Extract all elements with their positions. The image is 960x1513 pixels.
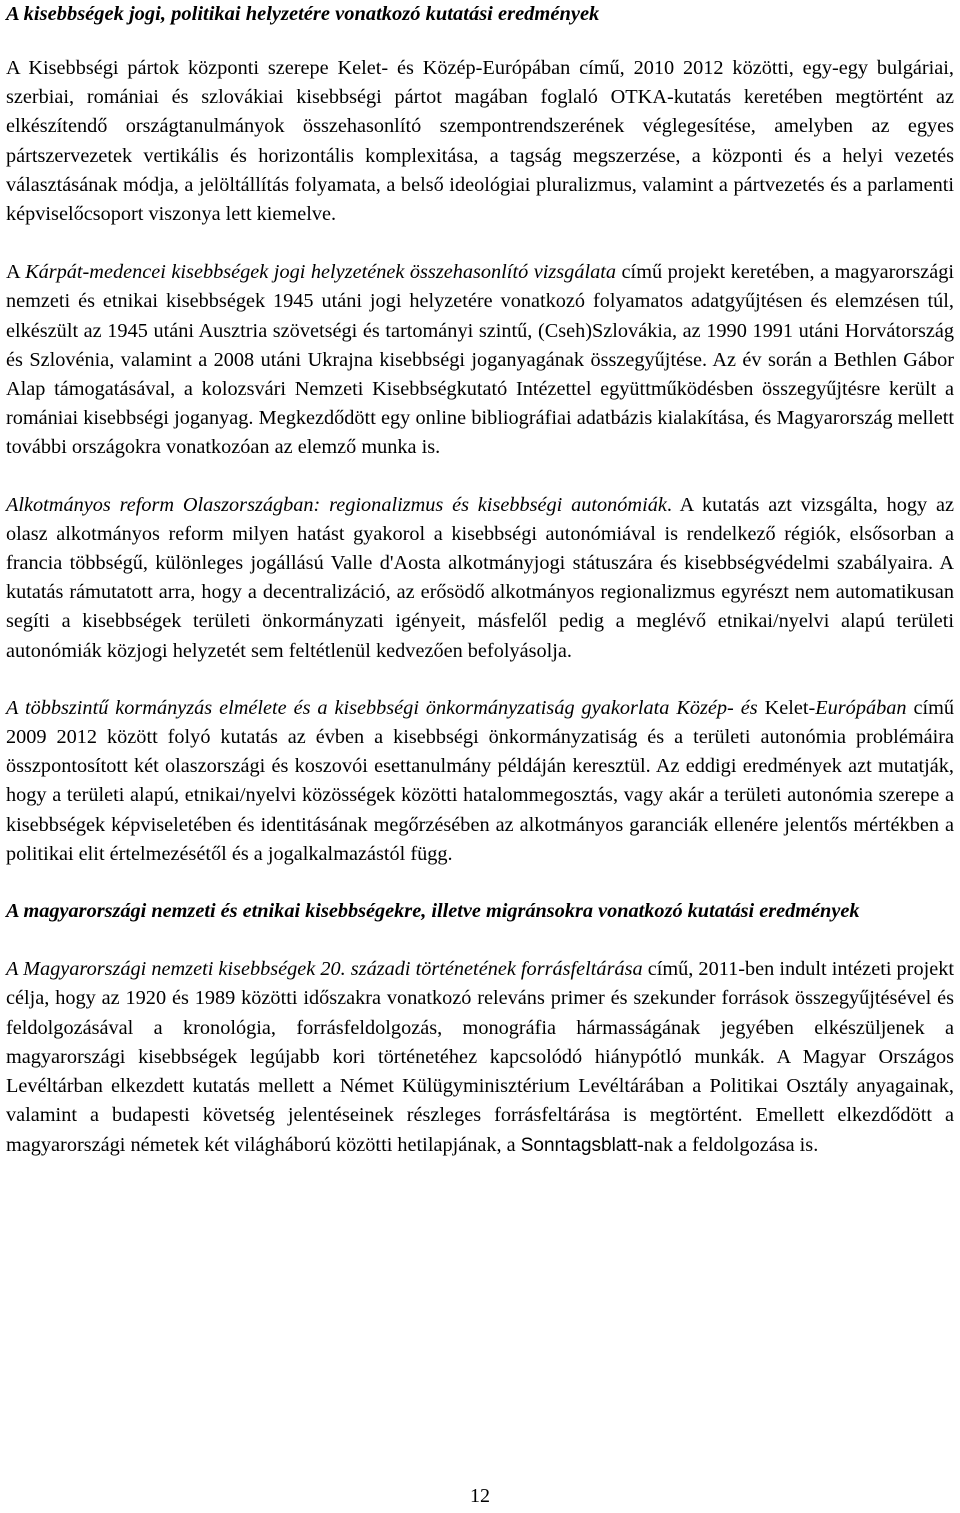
paragraph-italy-reform <box>6 491 954 666</box>
paragraph-body-end: -nak a feldolgozása is. <box>636 1133 819 1156</box>
document-page <box>6 0 954 1160</box>
paragraph-source-exploration <box>6 955 954 1159</box>
project-title: Alkotmányos reform Olaszországban: regionalizmus és kisebbségi autonómiák <box>6 493 667 516</box>
project-title-roman: Kelet- <box>764 696 816 719</box>
section-heading-2: A magyarországi nemzeti és etnikai kisebbségekre, illetve migránsokra vonatkozó kutatási eredmények <box>6 900 860 923</box>
paragraph-body: című, 2011-ben indult intézeti projekt célja, hogy az 1920 és 1989 közötti időszakra vonatkozó releváns primer és szekunder források összegyűjtésével és feldolgozásával a kronológia, forrásfeldolgozás, monográfia hármasságának jegyében elkészüljenek a magyarországi kisebbségek legújabb kori történetéhez kapcsolódó hiánypótló munkák. A Magyar Országos Levéltárban elkezdett kutatás mellett a Német Külügyminisztérium Levéltárában a Politikai Osztály anyagainak, valamint a budapesti követség jelentéseinek részleges forrásfeltárása is megtörtént. Emellett elkezdődött a magyarországi németek két világháború közötti hetilapjának, a <box>6 958 954 1156</box>
paragraph-body: című projekt keretében, a magyarországi nemzeti és etnikai kisebbségek 1945 utáni jogi helyzetére vonatkozó folyamatos adatgyűjtésen és elemzésen túl, elkészült az 1945 utáni Ausztria szövetségi és tartományi szintű, (Cseh)Szlovákia, az 1990 1991 utáni Horvátország és Szlovénia, valamint a 2008 utáni Ukrajna kisebbségi joganyagának összegyűjtése. Az év során a Bethlen Gábor Alap támogatásával, a kolozsvári Nemzeti Kisebbségkutató Intézettel együttműködésben összegyűjtésre került a romániai kisebbségi joganyag. Megkezdődött egy online bibliográfiai adatbázis kialakítása, és Magyarország mellett további országokra vonatkozóan az elemző munka is. <box>6 261 954 459</box>
paragraph-party-research: A Kisebbségi pártok központi szerepe Kelet- és Közép-Európában című, 2010 2012 közötti, egy-egy bulgáriai, szerbiai, romániai és szlovákiai kisebbségi pártot magában foglaló OTKA-kutatás keretében megtörtént az elkészítendő országtanulmányok összehasonlító szempontrendszerének véglegesítése, amelyben az egyes pártszervezetek vertikális és horizontális komplexitása, a tagság megszerzése, a központi és a helyi vezetés választásának módja, a jelöltállítás folyamata, a belső ideológiai pluralizmus, valamint a pártvezetés és a parlamenti képviselőcsoport viszonya lett kiemelve. <box>6 57 954 226</box>
paragraph-lead: A <box>6 261 26 284</box>
newspaper-name: Sonntagsblatt <box>520 1134 637 1156</box>
paragraph-multilevel-governance <box>6 694 954 869</box>
paragraph-body: című 2009 2012 között folyó kutatás az évben a kisebbségi önkormányzatiság és a területi autonómia problémáira összpontosított két olaszországi és koszovói esettanulmány példáján keresztül. Az eddigi eredmények azt mutatják, hogy a területi alapú, etnikai/nyelvi közösségek közötti hatalommegosztás, vagy akár a területi autonómia szerepe a kisebbségek képviseletében és identitásának megőrzésében az alkotmányos garanciák ellenére jelentős mértékben a politikai elit értelmezésétől és a jogalkalmazástól függ. <box>6 696 954 865</box>
project-title: Kárpát-medencei kisebbségek jogi helyzetének összehasonlító vizsgálata <box>25 261 617 284</box>
section-heading: A kisebbségek jogi, politikai helyzetére vonatkozó kutatási eredmények <box>6 3 600 25</box>
paragraph-legal-comparison <box>6 258 954 462</box>
page-number: 12 <box>470 1485 490 1507</box>
project-title: A Magyarországi nemzeti kisebbségek 20. századi történetének forrásfeltárása <box>6 958 643 981</box>
project-title-end: Európában <box>815 696 907 719</box>
project-title: A többszintű kormányzás elmélete és a kisebbségi önkormányzatiság gyakorlata Közép- és <box>6 696 765 719</box>
paragraph-body: . A kutatás azt vizsgálta, hogy az olasz alkotmányos reform milyen hatást gyakorol a kisebbségi autonómiával is rendelkező régiók, elsősorban a francia többségű, különleges jogállású Valle d'Aosta alkotmányjogi státuszára és kisebbségvédelmi szabályaira. A kutatás rámutatott arra, hogy a decentralizáció, az erősödő alkotmányos regionalizmus egyrészt nem automatikusan segíti a kisebbségek területi önkormányzati igényeit, másfelől pedig a meglévő etnikai/nyelvi alapú területi autonómiák közjogi helyzetét sem feltétlenül kedvezően befolyásolja. <box>6 493 954 662</box>
